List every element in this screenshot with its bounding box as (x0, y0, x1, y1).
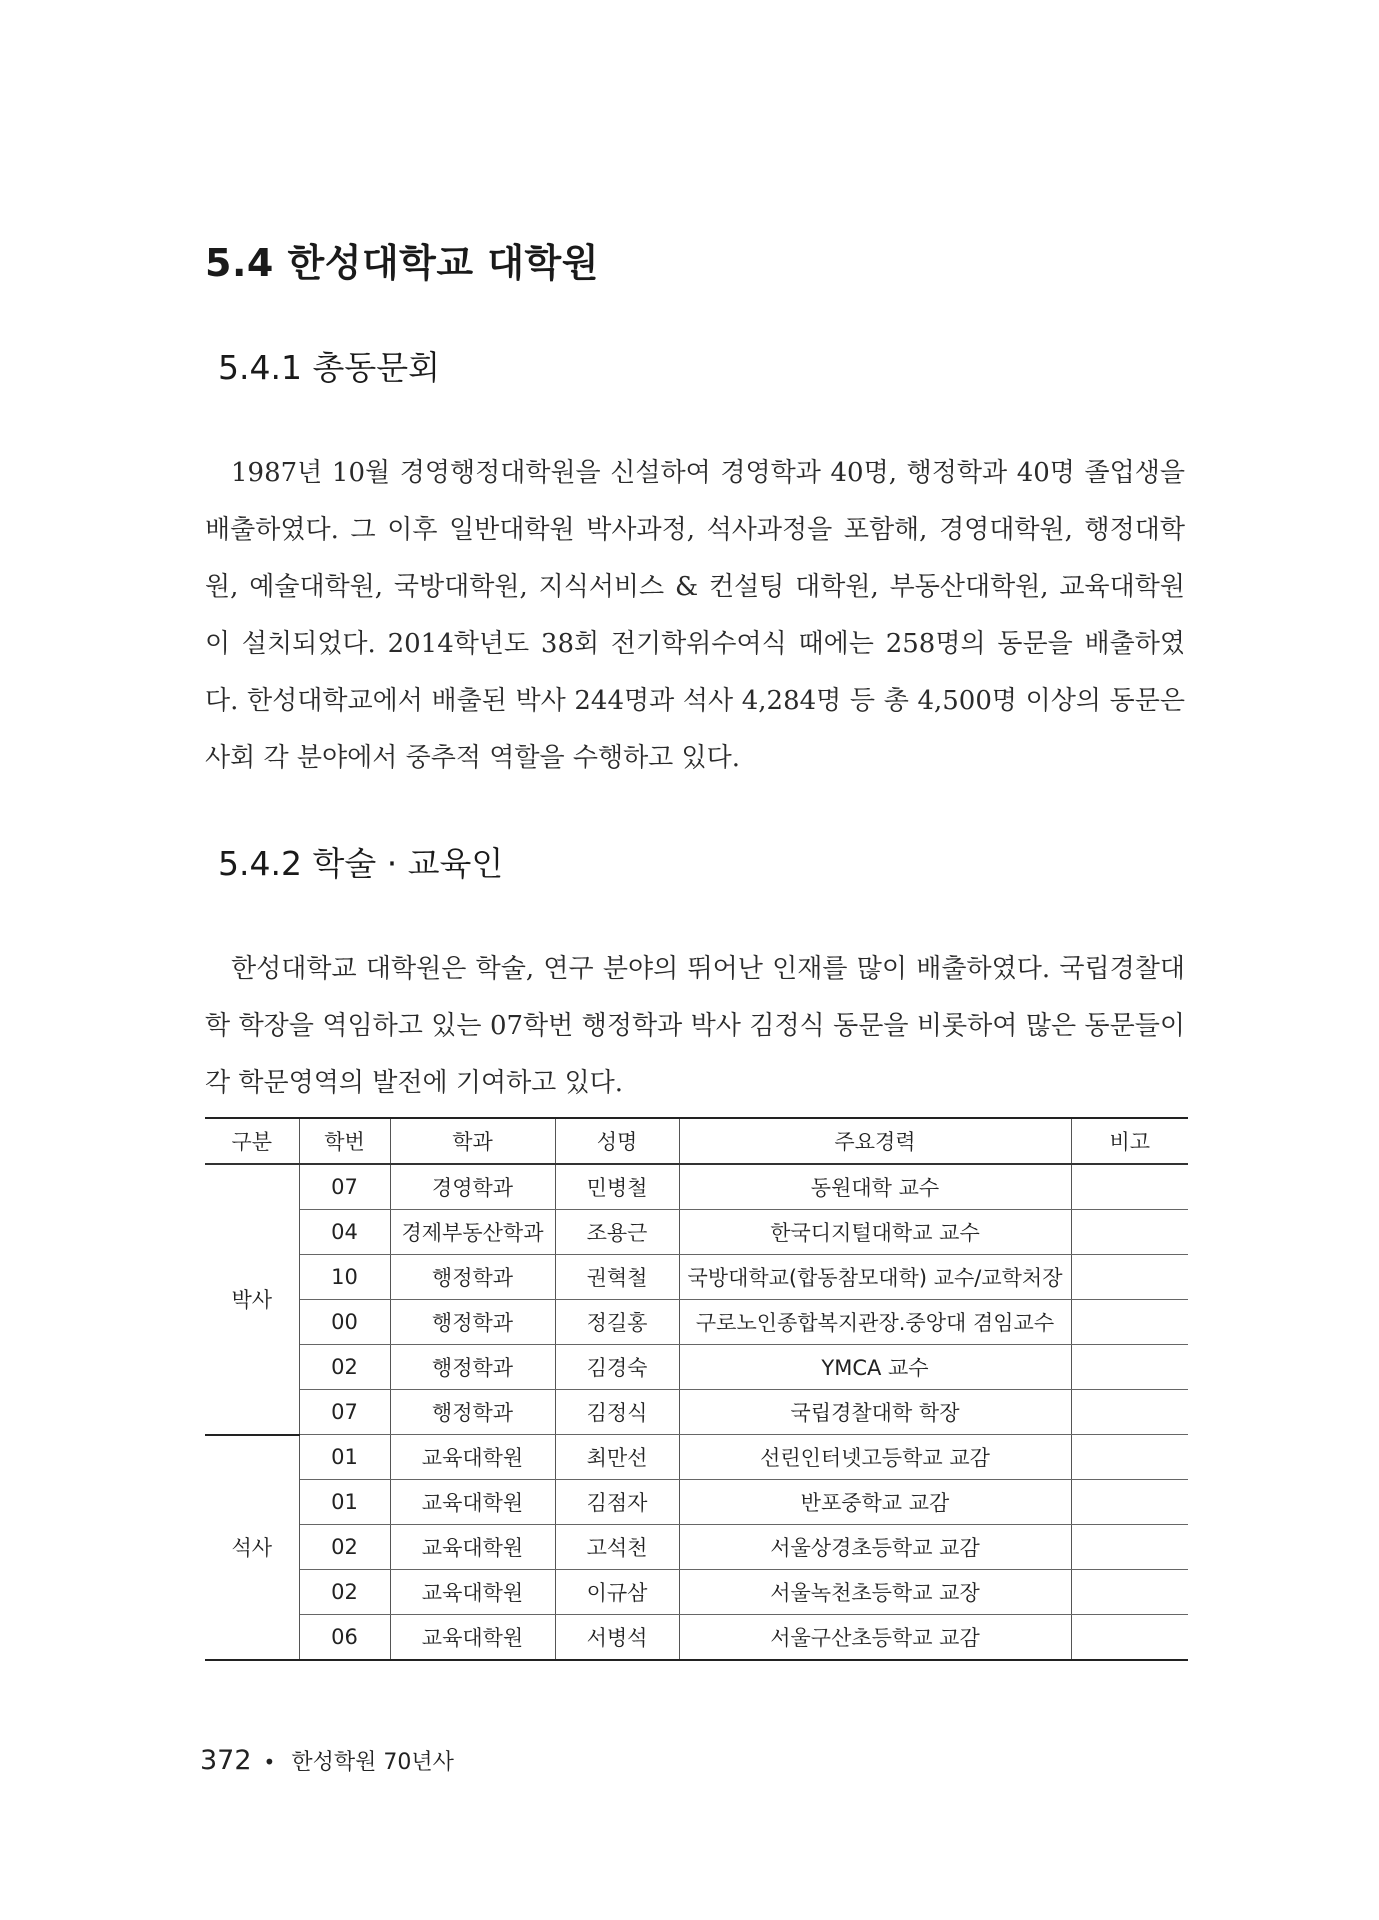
header-dept: 학과 (390, 1118, 555, 1164)
cell-note (1071, 1255, 1188, 1300)
page-footer (200, 1745, 454, 1776)
cell-year: 02 (299, 1345, 390, 1390)
table-row (205, 1570, 1188, 1615)
cell-career: 서울상경초등학교 교감 (679, 1525, 1071, 1570)
table-row (205, 1480, 1188, 1525)
table-body (205, 1164, 1188, 1660)
cell-note (1071, 1300, 1188, 1345)
cell-name: 고석천 (555, 1525, 679, 1570)
table-row (205, 1210, 1188, 1255)
table-row (205, 1525, 1188, 1570)
cell-dept: 교육대학원 (390, 1615, 555, 1661)
subsection-title-academics: 5.4.2 학술 · 교육인 (218, 844, 504, 883)
cell-dept: 행정학과 (390, 1300, 555, 1345)
cell-dept: 행정학과 (390, 1390, 555, 1435)
cell-year: 02 (299, 1525, 390, 1570)
cell-name: 김정식 (555, 1390, 679, 1435)
cell-year: 07 (299, 1390, 390, 1435)
section-title: 5.4 한성대학교 대학원 (205, 241, 599, 285)
cell-dept: 교육대학원 (390, 1570, 555, 1615)
footer-bullet: • (263, 1750, 276, 1774)
table-row (205, 1300, 1188, 1345)
paragraph-alumni: 1987년 10월 경영행정대학원을 신설하여 경영학과 40명, 행정학과 40명 졸업생을 배출하였다. 그 이후 일반대학원 박사과정, 석사과정을 포함해, 경영대학원, 행정대학원, 예술대학원, 국방대학원, 지식서비스 & 컨설팅 대학원, 부동산대학원, 교육대학원이 설치되었다. 2014학년도 38회 전기학위수여식 때에는 258명의 동문을 배출하였다. 한성대학교에서 배출된 박사 244명과 석사 4,284명 등 총 4,500명 이상의 동문은 사회 각 분야에서 중추적 역할을 수행하고 있다. (205, 458, 1185, 773)
table-row (205, 1164, 1188, 1210)
cell-year: 07 (299, 1164, 390, 1210)
cell-note (1071, 1210, 1188, 1255)
cell-note (1071, 1525, 1188, 1570)
cell-name: 민병철 (555, 1164, 679, 1210)
cell-year: 01 (299, 1480, 390, 1525)
cell-note (1071, 1345, 1188, 1390)
cell-career: 선린인터넷고등학교 교감 (679, 1435, 1071, 1480)
cell-year: 00 (299, 1300, 390, 1345)
table-row (205, 1345, 1188, 1390)
table-row (205, 1255, 1188, 1300)
cell-year: 02 (299, 1570, 390, 1615)
cell-career: 동원대학 교수 (679, 1164, 1071, 1210)
table-row (205, 1435, 1188, 1480)
alumni-table (205, 1117, 1188, 1661)
paragraph-academics: 한성대학교 대학원은 학술, 연구 분야의 뛰어난 인재를 많이 배출하였다. 국립경찰대학 학장을 역임하고 있는 07학번 행정학과 박사 김정식 동문을 비롯하여 많은 동문들이 각 학문영역의 발전에 기여하고 있다. (205, 954, 1185, 1098)
cell-dept: 경제부동산학과 (390, 1210, 555, 1255)
cell-career: 서울구산초등학교 교감 (679, 1615, 1071, 1661)
subsection-title-alumni: 5.4.1 총동문회 (218, 348, 440, 387)
cell-note (1071, 1164, 1188, 1210)
cell-year: 06 (299, 1615, 390, 1661)
cell-note (1071, 1570, 1188, 1615)
cell-career: 국방대학교(합동참모대학) 교수/교학처장 (679, 1255, 1071, 1300)
cell-name: 정길홍 (555, 1300, 679, 1345)
cell-year: 04 (299, 1210, 390, 1255)
table-row (205, 1615, 1188, 1661)
header-career: 주요경력 (679, 1118, 1071, 1164)
header-name: 성명 (555, 1118, 679, 1164)
cell-career: YMCA 교수 (679, 1345, 1071, 1390)
cell-note (1071, 1615, 1188, 1661)
cell-dept: 교육대학원 (390, 1525, 555, 1570)
cell-career: 한국디지털대학교 교수 (679, 1210, 1071, 1255)
header-year: 학번 (299, 1118, 390, 1164)
header-category: 구분 (205, 1118, 299, 1164)
cell-note (1071, 1435, 1188, 1480)
table-row (205, 1390, 1188, 1435)
table-header-row (205, 1118, 1188, 1164)
cell-dept: 교육대학원 (390, 1480, 555, 1525)
cell-dept: 경영학과 (390, 1164, 555, 1210)
group-label: 박사 (205, 1164, 299, 1435)
cell-name: 조용근 (555, 1210, 679, 1255)
cell-career: 국립경찰대학 학장 (679, 1390, 1071, 1435)
cell-career: 구로노인종합복지관장.중앙대 겸임교수 (679, 1300, 1071, 1345)
cell-dept: 교육대학원 (390, 1435, 555, 1480)
cell-name: 최만선 (555, 1435, 679, 1480)
cell-dept: 행정학과 (390, 1345, 555, 1390)
page-number: 372 (200, 1745, 252, 1776)
group-label: 석사 (205, 1435, 299, 1661)
cell-note (1071, 1480, 1188, 1525)
cell-name: 김경숙 (555, 1345, 679, 1390)
book-title: 한성학원 70년사 (291, 1750, 454, 1775)
header-note: 비고 (1071, 1118, 1188, 1164)
cell-career: 반포중학교 교감 (679, 1480, 1071, 1525)
cell-name: 이규삼 (555, 1570, 679, 1615)
cell-note (1071, 1390, 1188, 1435)
cell-name: 김점자 (555, 1480, 679, 1525)
cell-dept: 행정학과 (390, 1255, 555, 1300)
cell-year: 01 (299, 1435, 390, 1480)
cell-year: 10 (299, 1255, 390, 1300)
cell-name: 서병석 (555, 1615, 679, 1661)
cell-career: 서울녹천초등학교 교장 (679, 1570, 1071, 1615)
cell-name: 권혁철 (555, 1255, 679, 1300)
